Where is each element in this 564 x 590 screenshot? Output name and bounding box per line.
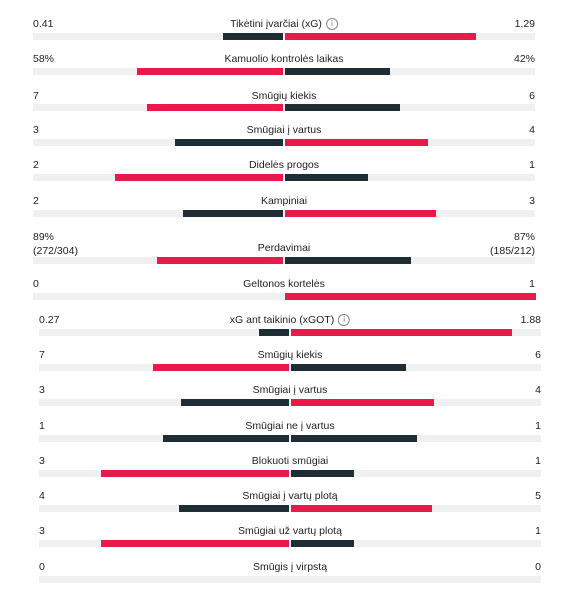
stat-label: [245, 419, 334, 433]
stat-bar-track: [39, 576, 541, 583]
stat-bar-track: [33, 104, 535, 111]
away-value-main: 6: [535, 349, 541, 361]
stat-row: [39, 313, 541, 343]
stat-label-text: xG ant taikinio (xGOT): [229, 314, 335, 326]
away-value: [521, 313, 541, 327]
away-value: [529, 89, 535, 103]
stat-bar-track: [33, 174, 535, 181]
home-bar: [153, 364, 289, 371]
away-value-main: 42%: [513, 53, 535, 65]
away-value: [535, 348, 541, 362]
home-value-main: 3: [39, 384, 45, 396]
stat-label: [261, 194, 307, 208]
home-value: [33, 277, 39, 291]
away-value: [529, 123, 535, 137]
home-value: [39, 348, 45, 362]
stat-bar-track: [33, 293, 535, 300]
stat-row: [33, 89, 535, 119]
home-value-main: 0: [39, 561, 45, 573]
stat-label: [252, 89, 317, 103]
away-value-main: 4: [535, 384, 541, 396]
away-value-main: 4: [529, 124, 535, 136]
home-bar: [175, 139, 283, 146]
stat-bar-track: [39, 505, 541, 512]
stat-bar-track: [33, 33, 535, 40]
stat-label: [230, 313, 350, 327]
home-bar: [179, 505, 289, 512]
stat-label: [252, 454, 328, 468]
stat-label: [238, 524, 342, 538]
away-bar: [285, 210, 436, 217]
away-value-main: 5: [535, 490, 541, 502]
away-value-main: 87%: [513, 231, 535, 243]
stat-row: [33, 52, 535, 82]
away-bar: [291, 470, 354, 477]
home-bar: [101, 470, 289, 477]
home-value-main: 2: [33, 159, 39, 171]
away-value: [515, 17, 535, 31]
away-value: [529, 277, 535, 291]
away-value-main: 3: [529, 195, 535, 207]
home-value-main: 89%: [33, 231, 55, 243]
stat-label: [243, 277, 325, 291]
away-value: [535, 489, 541, 503]
stat-label-text: Smūgiai į vartus: [246, 124, 322, 136]
stat-label-text: Smūgiai už vartų plotą: [238, 525, 342, 537]
home-value-main: 3: [33, 124, 39, 136]
stat-label: [247, 123, 322, 137]
stat-label: [249, 158, 319, 172]
home-value-main: 1: [39, 420, 45, 432]
stat-row: [39, 489, 541, 519]
away-bar: [285, 174, 368, 181]
home-bar: [137, 68, 283, 75]
stat-label: [224, 52, 343, 66]
away-bar: [285, 33, 476, 40]
stat-label-text: Kamuolio kontrolės laikas: [224, 53, 344, 65]
stat-row: [39, 348, 541, 378]
away-bar: [291, 364, 406, 371]
away-value-main: 0: [535, 561, 541, 573]
home-value: [39, 313, 59, 327]
home-bar: [163, 435, 289, 442]
stat-label-text: Smūgiai ne į vartus: [245, 420, 335, 432]
stat-label-text: Smūgių kiekis: [257, 349, 323, 361]
stat-row: [33, 123, 535, 153]
away-value: [529, 194, 535, 208]
home-value-main: 58%: [33, 53, 55, 65]
home-value-detail: (272/304): [33, 245, 78, 257]
stat-row: [39, 560, 541, 590]
stat-bar-track: [39, 399, 541, 406]
away-value-main: 1.29: [514, 18, 535, 30]
stat-label-text: Didelės progos: [248, 159, 320, 171]
home-value: [33, 17, 53, 31]
stat-row: [39, 454, 541, 484]
away-value: [535, 524, 541, 538]
info-icon[interactable]: i: [338, 314, 350, 326]
stat-label-text: Blokuoti smūgiai: [251, 455, 329, 467]
stat-row: [39, 524, 541, 554]
away-value-main: 1: [535, 525, 541, 537]
home-bar: [223, 33, 283, 40]
away-value: [529, 158, 535, 172]
away-bar: [285, 104, 400, 111]
away-bar: [285, 293, 536, 300]
away-value: [514, 52, 535, 66]
stat-label: [230, 17, 338, 31]
stat-label-text: Smūgiai į vartus: [252, 384, 328, 396]
home-value: [39, 383, 45, 397]
stat-label: [258, 348, 323, 362]
home-value: [33, 52, 54, 66]
home-value: [33, 194, 39, 208]
home-value: [39, 524, 45, 538]
stat-row: [33, 230, 535, 260]
stat-label: [253, 560, 327, 574]
stat-row: [33, 277, 535, 307]
stat-row: [33, 17, 535, 47]
home-value-main: 3: [39, 525, 45, 537]
stat-bar-track: [39, 540, 541, 547]
stat-label: [258, 241, 311, 255]
home-value: [39, 419, 45, 433]
stat-label-text: Perdavimai: [257, 242, 311, 254]
home-bar: [181, 399, 289, 406]
away-bar: [285, 139, 428, 146]
home-value: [33, 158, 39, 172]
stat-bar-track: [39, 329, 541, 336]
home-bar: [157, 257, 283, 264]
home-value-main: 3: [39, 455, 45, 467]
home-bar: [259, 329, 289, 336]
stat-label-text: Geltonos kortelės: [243, 278, 325, 290]
away-bar: [291, 435, 417, 442]
home-bar: [147, 104, 283, 111]
away-value-main: 1: [535, 420, 541, 432]
away-value-main: 1: [529, 159, 535, 171]
home-value-main: 0.41: [33, 18, 54, 30]
stat-row: [33, 194, 535, 224]
away-bar: [291, 329, 512, 336]
away-value: [490, 230, 535, 258]
stat-bar-track: [39, 470, 541, 477]
home-value: [33, 89, 39, 103]
away-value-main: 1: [529, 278, 535, 290]
home-value-main: 0.27: [39, 314, 60, 326]
stat-label-text: Smūgių kiekis: [251, 90, 317, 102]
stat-row: [39, 419, 541, 449]
stat-bar-track: [33, 210, 535, 217]
away-value-detail: (185/212): [490, 245, 535, 257]
away-value: [535, 383, 541, 397]
away-bar: [291, 540, 354, 547]
away-bar: [285, 68, 390, 75]
stat-row: [33, 158, 535, 188]
stat-bar-track: [39, 435, 541, 442]
away-bar: [291, 399, 434, 406]
away-bar: [285, 257, 411, 264]
stat-row: [39, 383, 541, 413]
home-value-main: 2: [33, 195, 39, 207]
home-value-main: 4: [39, 490, 45, 502]
away-value: [535, 419, 541, 433]
stat-bar-track: [39, 364, 541, 371]
home-value-main: 7: [39, 349, 45, 361]
home-bar: [183, 210, 283, 217]
home-value: [33, 230, 78, 258]
home-value-main: 7: [33, 90, 39, 102]
stat-label: [242, 489, 337, 503]
stat-bar-track: [33, 257, 535, 264]
away-bar: [291, 505, 432, 512]
away-value-main: 1: [535, 455, 541, 467]
away-value-main: 1.88: [520, 314, 541, 326]
away-value: [535, 454, 541, 468]
home-bar: [101, 540, 289, 547]
home-bar: [115, 174, 283, 181]
stat-label-text: Tikėtini įvarčiai (xG): [230, 18, 322, 30]
stat-label-text: Kampiniai: [260, 195, 308, 207]
stat-label-text: Smūgis į virpstą: [252, 561, 328, 573]
away-value-main: 6: [529, 90, 535, 102]
stat-label-text: Smūgiai į vartų plotą: [242, 490, 338, 502]
stat-bar-track: [33, 139, 535, 146]
stat-label: [253, 383, 328, 397]
home-value: [39, 454, 45, 468]
home-value: [39, 560, 45, 574]
home-value: [33, 123, 39, 137]
info-icon[interactable]: i: [326, 18, 338, 30]
home-value: [39, 489, 45, 503]
stat-bar-track: [33, 68, 535, 75]
away-value: [535, 560, 541, 574]
home-value-main: 0: [33, 278, 39, 290]
